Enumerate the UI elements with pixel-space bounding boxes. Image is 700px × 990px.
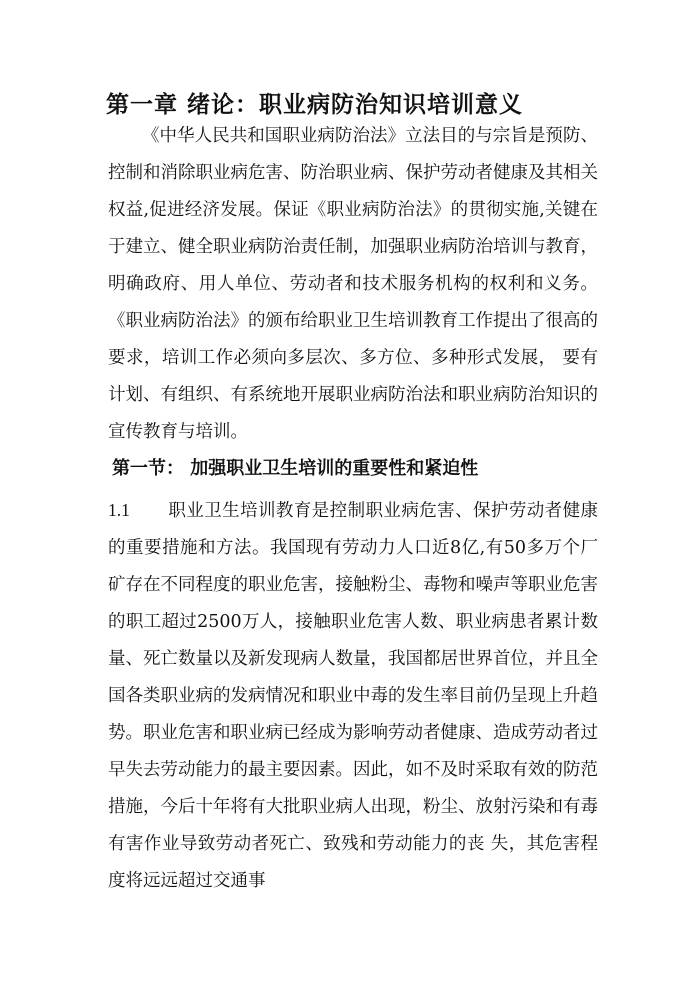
section-title: 第一节： 加强职业卫生培训的重要性和紧迫性 — [112, 458, 479, 479]
section-number: 1.1 — [108, 500, 130, 520]
chapter-title: 第一章 绪论：职业病防治知识培训意义 — [106, 92, 524, 118]
section-paragraph: 职业卫生培训教育是控制职业病危害、保护劳动者健康的重要措施和方法。我国现有劳动力人口近8亿,有50多万个厂矿存在不同程度的职业危害，接触粉尘、毒物和噪声等职业危害的职工超过2500万人，接触职业危害人数、职业病患者累计数量、死亡数量以及新发现病人数量，我国都居世界首位，并且全国各类职业病的发病情况和职业中毒的发生率目前仍呈现上升趋势。职业危害和职业病已经成为影响劳动者健康、造成劳动者过早失去劳动能力的最主要因素。因此，如不及时采取有效的防范措施，今后十年将有大批职业病人出现，粉尘、放射污染和有毒有害作业导致劳动者死亡、致残和劳动能力的丧 失，其危害程度将远远超过交通事 — [108, 501, 598, 891]
section-paragraph-block — [108, 492, 598, 900]
intro-paragraph: 《中华人民共和国职业病防治法》立法目的与宗旨是预防、控制和消除职业病危害、防治职业病、保护劳动者健康及其相关权益,促进经济发展。保证《职业病防治法》的贯彻实施,关键在于建立、健全职业病防治责任制，加强职业病防治培训与教育，明确政府、用人单位、劳动者和技术服务机构的权利和义务。《职业病防治法》的颁布给职业卫生培训教育工作提出了很高的要求，培训工作必须向多层次、多方位、多种形式发展， 要有计划、有组织、有系统地开展职业病防治法和职业病防治知识的宣传教育与培训。 — [108, 126, 598, 442]
